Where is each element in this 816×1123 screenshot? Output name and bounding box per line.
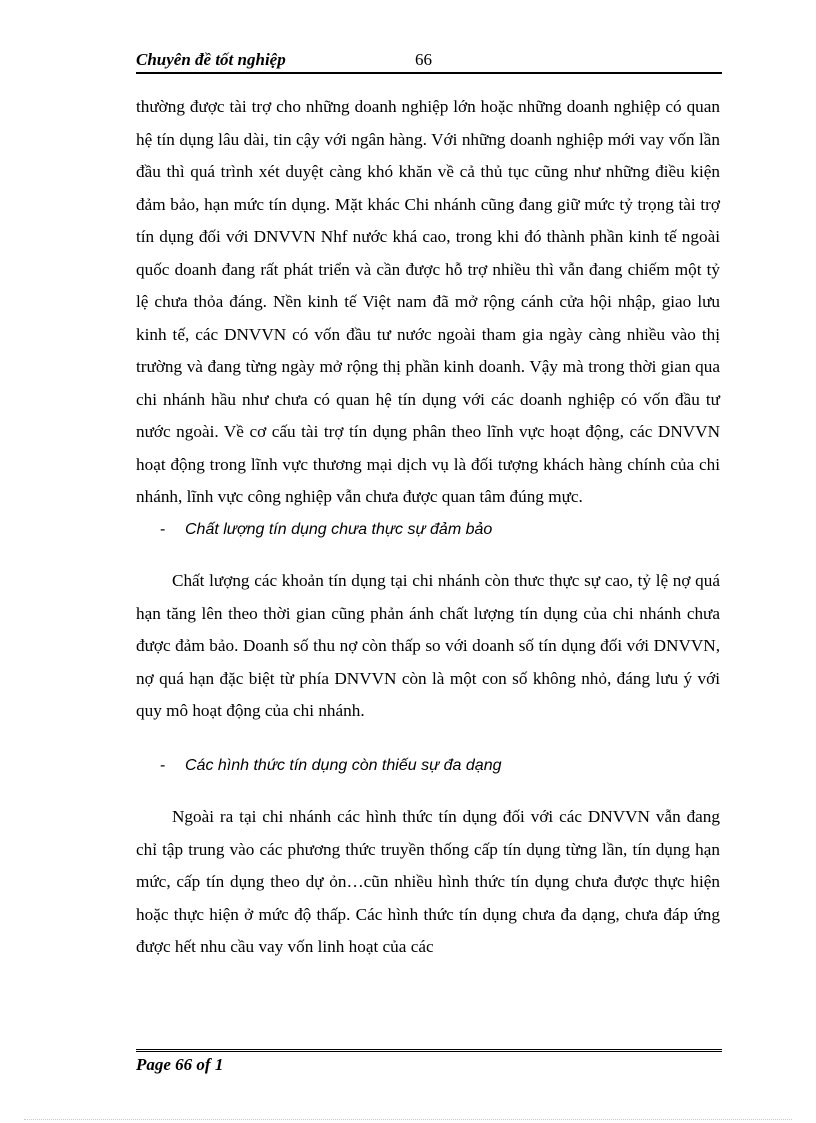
paragraph-2: Chất lượng các khoản tín dụng tại chi nhánh còn thưc thực sự cao, tỷ lệ nợ quá hạn tăng lên theo thời gian cũng phản ánh chất lượng tín dụng của chi nhánh chưa được đảm bảo. Doanh số thu nợ còn thấp so với doanh số tín dụng đối với DNVVN, nợ quá hạn đặc biệt từ phía DNVVN còn là một con số không nhỏ, đáng lưu ý với quy mô hoạt động của chi nhánh.: [136, 571, 720, 720]
bullet-dash: -: [160, 520, 166, 538]
document-title: Chuyên đề tốt nghiệp: [136, 50, 286, 69]
paragraph-3: Ngoài ra tại chi nhánh các hình thức tín dụng đối với các DNVVN vẫn đang chỉ tập trung vào các phương thức truyền thống cấp tín dụng từng lần, tín dụng hạn mức, cấp tín dụng theo dự ỏn…cũn nhiều hình thức tín dụng chưa được thực hiện hoặc thực hiện ở mức độ thấp. Các hình thức tín dụng chưa đa dạng, chưa đáp ứng được hết nhu cầu vay vốn linh hoạt của các: [136, 807, 720, 956]
footer-divider: [136, 1049, 722, 1052]
bullet-text: Chất lượng tín dụng chưa thực sự đảm bảo: [185, 520, 493, 538]
bullet-item-credit-forms: [136, 750, 720, 783]
bullet-dash: -: [160, 756, 166, 774]
bullet-text: Các hình thức tín dụng còn thiếu sự đa dạng: [185, 756, 502, 774]
bullet-item-credit-quality: [136, 514, 720, 547]
header-page-number: 66: [415, 50, 432, 69]
document-body: [136, 91, 720, 964]
page-header: [136, 48, 722, 74]
page-boundary: [24, 1119, 792, 1120]
paragraph-1: thường được tài trợ cho những doanh nghiệp lớn hoặc những doanh nghiệp có quan hệ tín dụng lâu dài, tin cậy với ngân hàng. Với những doanh nghiệp mới vay vốn lần đầu thì quá trình xét duyệt càng khó khăn về cả thủ tục cũng như những điều kiện đảm bảo, hạn mức tín dụng. Mặt khác Chi nhánh cũng đang giữ mức tỷ trọng tài trợ tín dụng đối với DNVVN Nhf nước khá cao, trong khi đó thành phần kinh tế ngoài quốc doanh đang rất phát triển và cần được hỗ trợ nhiều thì vẫn đang chiếm một tỷ lệ chưa thỏa đáng. Nền kinh tế Việt nam đã mở rộng cánh cửa hội nhập, giao lưu kinh tế, các DNVVN có vốn đầu tư nước ngoài tham gia ngày càng nhiều vào thị trường và đang từng ngày mở rộng thị phần kinh doanh. Vậy mà trong thời gian qua chi nhánh hầu như chưa có quan hệ tín dụng với các doanh nghiệp có vốn đầu tư nước ngoài. Về cơ cấu tài trợ tín dụng phân theo lĩnh vực hoạt động, các DNVVN hoạt động trong lĩnh vực thương mại dịch vụ là đối tượng khách hàng chính của chi nhánh, lĩnh vực công nghiệp vẫn chưa được quan tâm đúng mực.: [136, 97, 720, 506]
page-footer: Page 66 of 1: [136, 1055, 224, 1074]
